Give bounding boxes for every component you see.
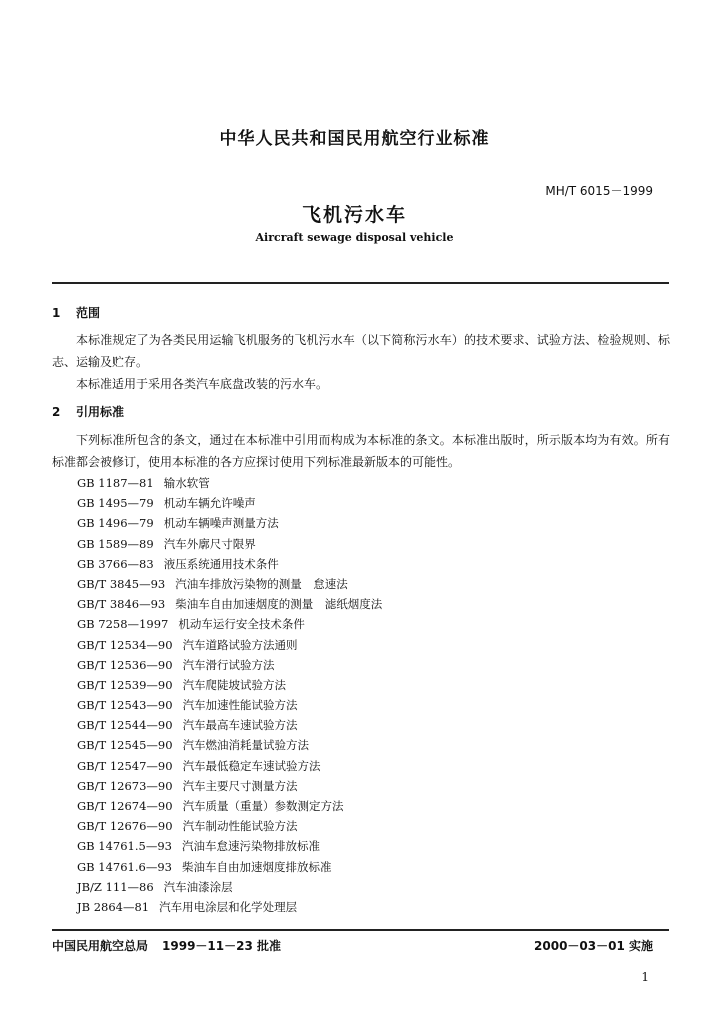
reference-item [77,614,382,634]
reference-item [77,796,382,816]
paragraph: 本标准规定了为各类民用运输飞机服务的飞机污水车（以下简称污水车）的技术要求、试验方法、检验规则、标志、运输及贮存。 [52,333,670,369]
reference-item [77,534,382,554]
reference-title: 汽车主要尺寸测量方法 [182,778,298,793]
reference-item [77,877,382,897]
reference-code: GB/T 12547—90 [77,758,173,773]
footer-approval [52,937,281,954]
section-title: 范围 [76,306,101,320]
reference-title: 输水软管 [163,476,210,490]
reference-code: GB/T 12544—90 [77,718,173,733]
reference-code: GB/T 12674—90 [77,799,173,813]
reference-title: 柴油车自由加速烟度排放标准 [181,859,332,874]
reference-title: 机动车运行安全技术条件 [178,617,305,632]
reference-title: 汽车滑行试验方法 [182,657,275,672]
reference-title: 汽车外廓尺寸限界 [163,536,256,551]
paragraph: 下列标准所包含的条文，通过在本标准中引用而构成为本标准的条文。本标准出版时，所示版本均为有效。所有标准都会被修订，使用本标准的各方应探讨使用下列标准最新版本的可能性。 [52,433,670,469]
reference-code: GB 7258—1997 [77,617,169,632]
reference-title: 汽油车排放污染物的测量 怠速法 [175,576,348,591]
reference-title: 汽车加速性能试验方法 [182,698,298,713]
reference-title: 汽车最低稳定车速试验方法 [182,758,321,773]
reference-code: GB/T 12534—90 [77,637,173,652]
header-divider [52,282,669,284]
reference-item [77,776,382,796]
paragraph: 本标准适用于采用各类汽车底盘改装的污水车。 [76,377,329,391]
reference-item [77,513,382,533]
section-number: 2 [52,405,61,419]
section-heading-scope [52,304,100,321]
reference-title: 汽油车怠速污染物排放标准 [181,839,320,854]
reference-item [77,695,382,715]
reference-item [77,735,382,755]
reference-item [77,594,382,614]
reference-item [77,836,382,856]
page-number: 1 [641,970,649,984]
footer-divider [52,929,669,931]
reference-title: 柴油车自由加速烟度的测量 滤纸烟度法 [175,597,383,612]
reference-code: GB 1589—89 [77,536,154,551]
reference-title: 汽车道路试验方法通则 [182,637,298,652]
reference-title: 汽车质量（重量）参数测定方法 [182,799,344,813]
reference-item [77,857,382,877]
reference-item [77,675,382,695]
reference-code: JB/Z 111—86 [77,879,154,894]
reference-list [77,473,382,917]
reference-code: GB/T 12539—90 [77,677,173,692]
reference-code: GB 3766—83 [77,556,154,571]
reference-item [77,635,382,655]
reference-code: GB 1187—81 [77,476,154,490]
section-heading-references [52,403,124,420]
reference-code: GB/T 12673—90 [77,778,173,793]
reference-title: 液压系统通用技术条件 [163,556,279,571]
standard-series-heading: 中华人民共和国民用航空行业标准 [219,129,490,149]
reference-code: GB 14761.6—93 [77,859,172,874]
reference-title: 汽车燃油消耗量试验方法 [182,738,310,753]
reference-title: 机动车辆噪声测量方法 [163,516,279,531]
reference-item [77,715,382,735]
reference-title: 汽车制动性能试验方法 [182,819,298,834]
reference-item [77,554,382,574]
reference-code: JB 2864—81 [77,899,150,914]
reference-title: 汽车油漆涂层 [163,879,233,894]
reference-code: GB/T 12543—90 [77,698,173,713]
reference-item [77,756,382,776]
reference-code: GB/T 12676—90 [77,819,173,834]
section-title: 引用标准 [76,405,125,419]
reference-title: 汽车用电涂层和化学处理层 [159,899,298,914]
reference-code: GB 1496—79 [77,516,154,531]
document-title: 飞机污水车 [301,204,407,226]
reference-item [77,897,382,917]
reference-title: 汽车最高车速试验方法 [182,718,298,733]
reference-item [77,655,382,675]
reference-code: GB 14761.5—93 [77,839,172,854]
reference-item [77,574,382,594]
reference-code: GB/T 3845—93 [77,576,166,591]
reference-code: GB/T 3846—93 [77,597,166,612]
section-number: 1 [52,306,61,320]
document-title-english: Aircraft sewage disposal vehicle [255,231,454,244]
issuing-authority: 中国民用航空总局 [52,939,149,953]
reference-code: GB 1495—79 [77,496,154,511]
reference-title: 机动车辆允许噪声 [163,496,256,511]
reference-item [77,816,382,836]
reference-code: GB/T 12545—90 [77,738,173,753]
standard-code: MH/T 6015－1999 [545,184,653,198]
reference-code: GB/T 12536—90 [77,657,173,672]
reference-item [77,493,382,513]
implementation-date: 2000－03－01 实施 [534,939,653,953]
reference-item [77,473,382,493]
approval-date: 1999－11－23 批准 [162,939,281,953]
reference-title: 汽车爬陡坡试验方法 [182,677,287,692]
